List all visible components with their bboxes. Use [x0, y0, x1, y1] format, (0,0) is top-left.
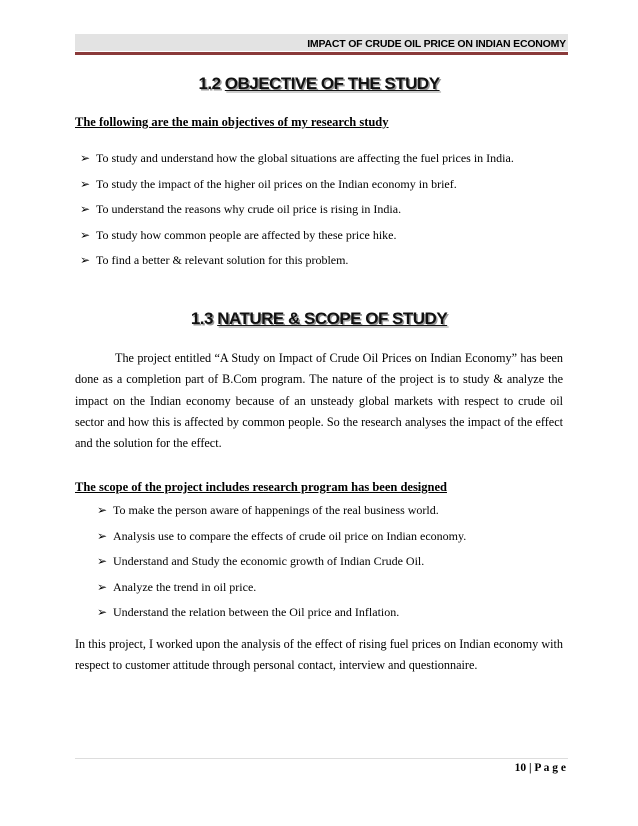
section-heading-nature-scope: [0, 309, 638, 329]
list-item: ➢ Understand the relation between the Oil price and Inflation.: [97, 605, 400, 620]
objectives-intro: The following are the main objectives of my research study: [75, 115, 389, 129]
header-rule: [75, 52, 568, 55]
arrow-bullet-icon: ➢: [97, 579, 108, 594]
page-number: 10 | P a g e: [514, 762, 566, 774]
section-number: 1.3: [190, 309, 218, 328]
closing-paragraph: In this project, I worked upon the analysis of the effect of rising fuel prices on Indian economy with respect to customer attitude through personal contact, interview and questionnaire.: [75, 637, 563, 673]
list-item: ➢ To study and understand how the global situations are affecting the fuel prices in India.: [80, 151, 514, 166]
arrow-bullet-icon: ➢: [97, 605, 108, 620]
arrow-bullet-icon: ➢: [80, 227, 91, 242]
arrow-bullet-icon: ➢: [80, 202, 91, 217]
section-title: NATURE & SCOPE OF STUDY: [217, 309, 448, 328]
arrow-bullet-icon: ➢: [80, 151, 91, 166]
scope-intro: The scope of the project includes research program has been designed: [75, 480, 447, 494]
list-item: ➢ To understand the reasons why crude oil price is rising in India.: [80, 202, 402, 217]
header-title: IMPACT OF CRUDE OIL PRICE ON INDIAN ECONOMY: [307, 38, 566, 50]
list-item: ➢ Understand and Study the economic growth of Indian Crude Oil.: [97, 554, 425, 569]
list-item: ➢ To find a better & relevant solution for this problem.: [80, 253, 349, 268]
section-heading-objective: [0, 74, 638, 94]
list-item: ➢ To study how common people are affected by these price hike.: [80, 227, 397, 242]
list-item: ➢ To study the impact of the higher oil prices on the Indian economy in brief.: [80, 176, 457, 191]
list-item: ➢ To make the person aware of happenings of the real business world.: [97, 503, 439, 518]
nature-paragraph: The project entitled “A Study on Impact of Crude Oil Prices on Indian Economy” has been done as a completion part of B.Com program. The nature of the project is to study & analyze the impact on the Indian economy because of an unsteady global markets with respect to crude oil sector and how this is affected by common people. So the research analyses the impact of the effect and the solution for the effect.: [75, 351, 563, 451]
scope-list: [97, 498, 466, 626]
arrow-bullet-icon: ➢: [97, 528, 108, 543]
list-item: ➢ Analysis use to compare the effects of crude oil price on Indian economy.: [97, 528, 467, 543]
running-header: [75, 34, 568, 51]
arrow-bullet-icon: ➢: [80, 253, 91, 268]
list-item: ➢ Analyze the trend in oil price.: [97, 579, 257, 594]
arrow-bullet-icon: ➢: [80, 176, 91, 191]
footer-rule: [75, 758, 568, 759]
section-number: 1.2: [198, 74, 225, 93]
section-title: OBJECTIVE OF THE STUDY: [224, 74, 440, 93]
arrow-bullet-icon: ➢: [97, 554, 108, 569]
arrow-bullet-icon: ➢: [97, 503, 108, 518]
objectives-list: [80, 146, 514, 274]
